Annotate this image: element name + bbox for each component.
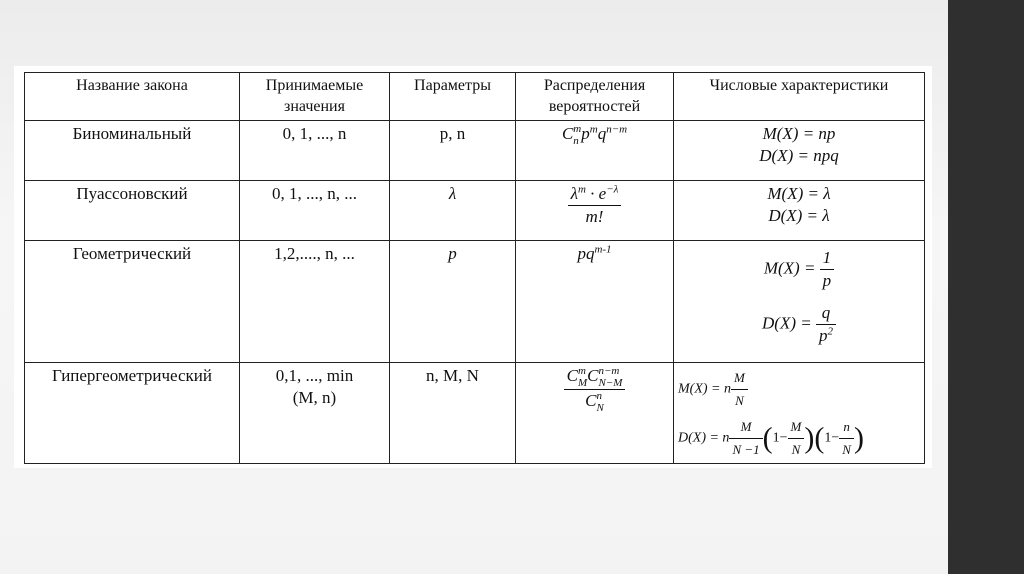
header-law-name: Название закона <box>25 73 240 121</box>
table-row <box>25 363 925 464</box>
law-params: p, n <box>390 121 516 181</box>
law-characteristics <box>674 241 925 363</box>
binomial-distribution-formula: C m n $p^mq^{n-m}$ <box>516 121 674 181</box>
mean-formula: M(X) = $\frac{1}{p}$ <box>678 247 920 292</box>
law-values: 0, 1, ..., n, ... <box>240 181 390 241</box>
header-params: Параметры <box>390 73 516 121</box>
law-values: 0,1, ..., min (M, n) <box>240 363 390 464</box>
variance-formula: D(X) = λ <box>768 206 830 225</box>
law-characteristics <box>674 121 925 181</box>
law-params: λ <box>390 181 516 241</box>
law-name: Пуассоновский <box>25 181 240 241</box>
geometric-distribution-formula: $pq^{m-1}$ <box>516 241 674 363</box>
law-values: 0, 1, ..., n <box>240 121 390 181</box>
law-params: p <box>390 241 516 363</box>
hypergeometric-distribution-formula: C m M C n−m N−M C n N <box>516 363 674 464</box>
law-name: Биноминальный <box>25 121 240 181</box>
table-row <box>25 121 925 181</box>
law-values: 1,2,...., n, ... <box>240 241 390 363</box>
variance-formula: D(X) = npq <box>759 146 839 165</box>
right-dark-band <box>948 0 1024 574</box>
variance-formula: D(X) = n $\frac{M}{N -1}$ (1− $\frac{M}{N}$ )(1− $\frac{n}{N}$ ) <box>678 416 920 461</box>
law-characteristics <box>674 181 925 241</box>
mean-formula: M(X) = n $\frac{M}{N}$ <box>678 367 920 412</box>
header-row <box>25 73 925 121</box>
header-characteristics: Числовые характеристики <box>674 73 925 121</box>
variance-formula: D(X) = $\frac{q}{p^2}$ <box>678 302 920 347</box>
distribution-laws-table <box>24 72 925 464</box>
law-characteristics <box>674 363 925 464</box>
poisson-distribution-formula: $\frac{\lambda^m \cdot e^{-\lambda}}{m!}$ <box>516 181 674 241</box>
law-name: Геометрический <box>25 241 240 363</box>
table-row <box>25 181 925 241</box>
law-name: Гипергеометрический <box>25 363 240 464</box>
law-params: n, M, N <box>390 363 516 464</box>
header-distribution: Распределения вероятностей <box>516 73 674 121</box>
header-values: Принимаемые значения <box>240 73 390 121</box>
mean-formula: M(X) = λ <box>767 184 831 203</box>
mean-formula: M(X) = np <box>762 124 836 143</box>
table-row <box>25 241 925 363</box>
